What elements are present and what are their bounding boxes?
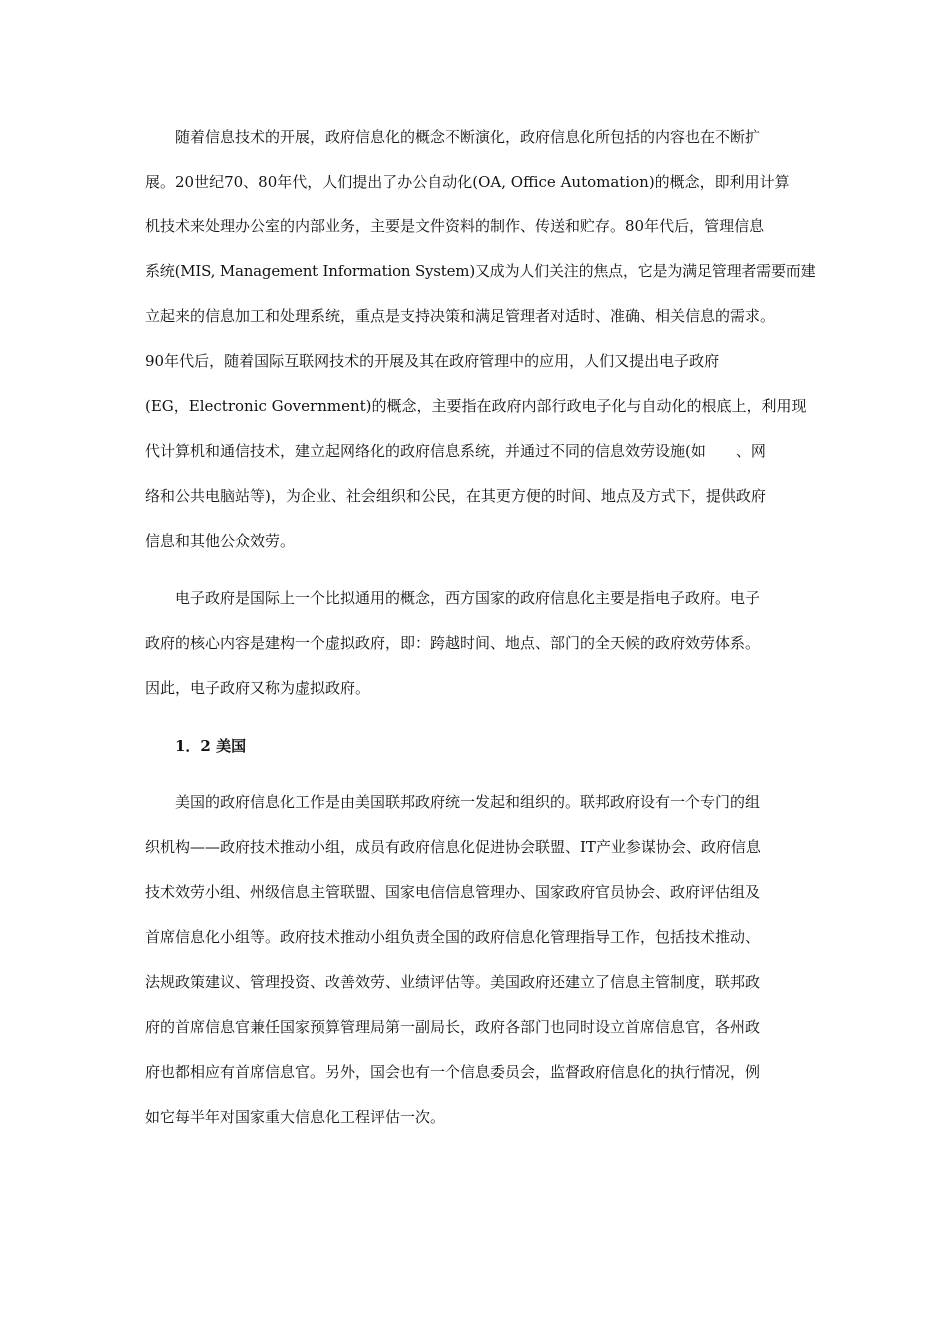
text-line: (EG，Electronic Government)的概念，主要指在政府内部行政电子化与自动化的根底上，利用现	[145, 397, 807, 415]
text-line: 展。20世纪70、80年代，人们提出了办公自动化(OA, Office Automation)的概念，即利用计算	[145, 173, 790, 191]
text-line: 机技术来处理办公室的内部业务，主要是文件资料的制作、传送和贮存。80年代后，管理信息	[145, 217, 765, 235]
text-line: 电子政府是国际上一个比拟通用的概念，西方国家的政府信息化主要是指电子政府。电子	[175, 589, 761, 607]
text-line: 府的首席信息官兼任国家预算管理局第一副局长，政府各部门也同时设立首席信息官，各州政	[145, 1018, 761, 1036]
text-line: 如它每半年对国家重大信息化工程评估一次。	[145, 1108, 446, 1126]
text-line: 美国的政府信息化工作是由美国联邦政府统一发起和组织的。联邦政府设有一个专门的组	[175, 793, 761, 811]
text-line: 络和公共电脑站等)，为企业、社会组织和公民，在其更方便的时间、地点及方式下，提供政府	[145, 487, 766, 505]
text-line: 政府的核心内容是建构一个虚拟政府，即：跨越时间、地点、部门的全天候的政府效劳体系。	[145, 634, 761, 652]
text-line: 首席信息化小组等。政府技术推动小组负责全国的政府信息化管理指导工作，包括技术推动、	[145, 928, 761, 946]
text-line: 代计算机和通信技术，建立起网络化的政府信息系统，并通过不同的信息效劳设施(如 、网	[145, 442, 766, 460]
text-line: 立起来的信息加工和处理系统，重点是支持决策和满足管理者对适时、准确、相关信息的需求。	[145, 307, 776, 325]
text-line: 技术效劳小组、州级信息主管联盟、国家电信信息管理办、国家政府官员协会、政府评估组及	[145, 883, 761, 901]
text-line: 因此，电子政府又称为虚拟政府。	[145, 679, 371, 697]
text-line: 府也都相应有首席信息官。另外，国会也有一个信息委员会，监督政府信息化的执行情况，例	[145, 1063, 761, 1081]
text-line: 系统(MIS, Management Information System)又成为人们关注的焦点，它是为满足管理者需要而建	[145, 262, 816, 280]
text-line: 信息和其他公众效劳。	[145, 532, 296, 550]
text-line: 90年代后，随着国际互联网技术的开展及其在政府管理中的应用，人们又提出电子政府	[145, 352, 720, 370]
section-heading: 1．2 美国	[175, 737, 247, 755]
text-line: 法规政策建议、管理投资、改善效劳、业绩评估等。美国政府还建立了信息主管制度，联邦政	[145, 973, 761, 991]
text-line: 织机构——政府技术推动小组，成员有政府信息化促进协会联盟、IT产业参谋协会、政府信息	[145, 838, 761, 856]
text-line: 随着信息技术的开展，政府信息化的概念不断演化，政府信息化所包括的内容也在不断扩	[175, 128, 761, 146]
